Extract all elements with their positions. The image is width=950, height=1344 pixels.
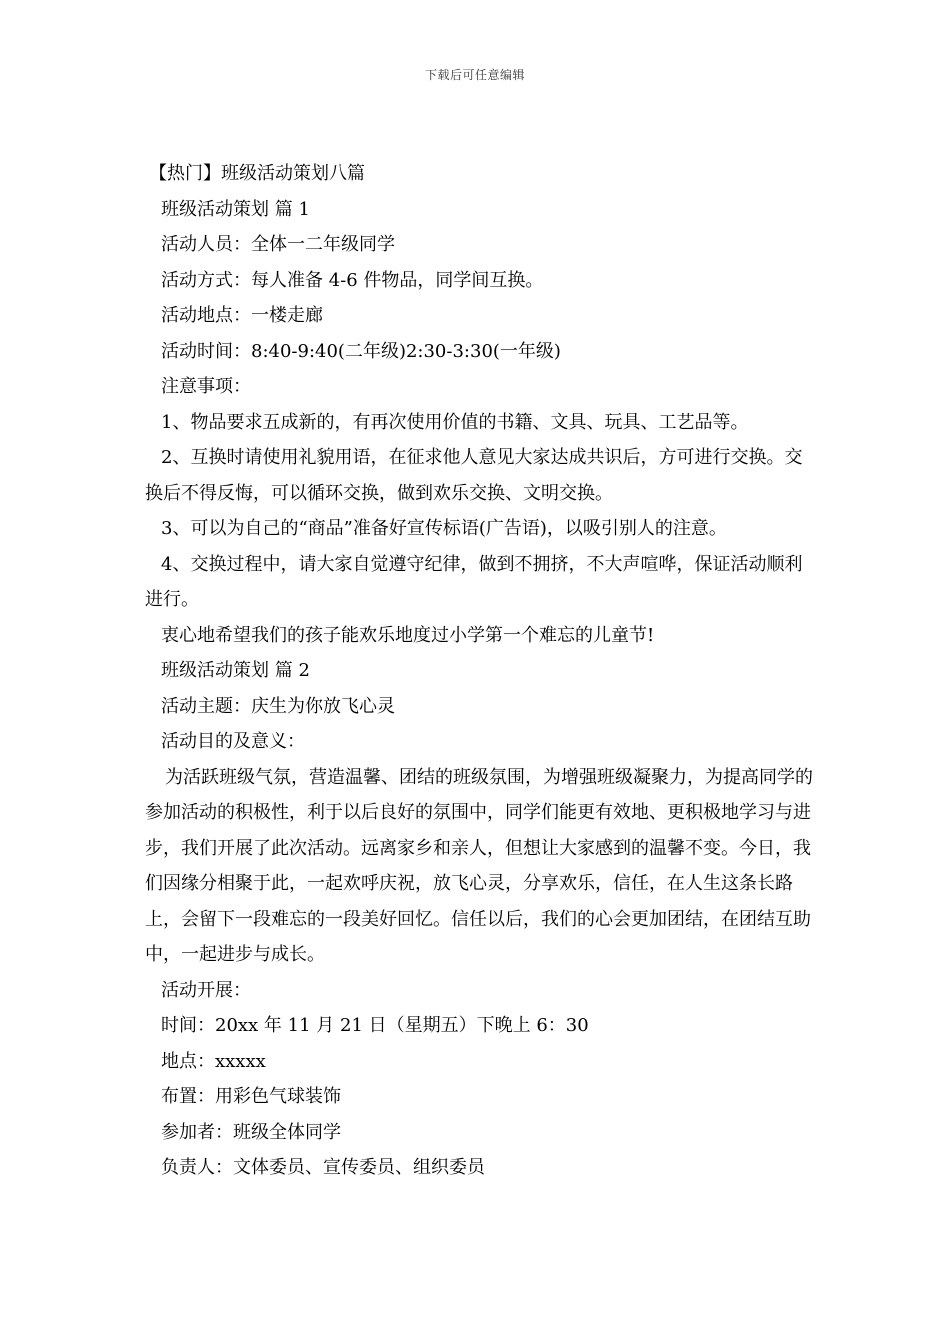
section2-theme: 活动主题：庆生为你放飞心灵 [161,695,395,717]
section1-note-2: 2、互换时请使用礼貌用语，在征求他人意见大家达成共识后，方可进行交换。交换后不得反悔，可以循环交换，做到欢乐交换、文明交换。 [145,447,803,504]
section1-note-4: 4、交换过程中，请大家自觉遵守纪律，做到不拥挤，不大声喧哗，保证活动顺利进行。 [145,553,803,610]
section1-location: 活动地点：一楼走廊 [161,305,323,326]
section1-participants: 活动人员：全体一二年级同学 [161,234,395,255]
section2-attendees: 参加者：班级全体同学 [161,1121,341,1143]
section2-purpose-heading: 活动目的及意义： [161,731,305,752]
section2-purpose-body: 为活跃班级气氛，营造温馨、团结的班级氛围，为增强班级凝聚力，为提高同学的参加活动的积极性，利于以后良好的氛围中，同学们能更有效地、更积极地学习与进步，我们开展了此次活动。远离家乡和亲人，但想让大家感到的温馨不变。今日，我们因缘分相聚于此，一起欢呼庆祝，放飞心灵，分享欢乐，信任，在人生这条长路上，会留下一段难忘的一段美好回忆。信任以后，我们的心会更加团结，在团结互助中，一起进步与成长。 [145,766,813,965]
page-header: 下载后可任意编辑 [424,68,525,82]
section2-development-heading: 活动开展： [161,979,251,1001]
section2-heading: 班级活动策划 篇 2 [161,660,310,681]
section2-responsible: 负责人：文体委员、宣传委员、组织委员 [161,1157,485,1178]
section1-notes-heading: 注意事项： [161,376,251,397]
section1-method: 活动方式：每人准备 4-6 件物品，同学间互换。 [161,269,544,291]
section2-time: 时间：20xx 年 11 月 21 日（星期五）下晚上 6：30 [161,1015,589,1036]
section1-note-1: 1、物品要求五成新的，有再次使用价值的书籍、文具、玩具、工艺品等。 [161,411,749,433]
section1-closing: 衷心地希望我们的孩子能欢乐地度过小学第一个难忘的儿童节! [161,624,655,646]
section2-place: 地点：xxxxx [161,1050,266,1072]
section2-decoration: 布置：用彩色气球装饰 [161,1086,341,1107]
section1-note-3: 3、可以为自己的“商品”准备好宣传标语(广告语)，以吸引别人的注意。 [161,518,727,539]
document-body [145,156,825,1186]
section1-time: 活动时间：8:40-9:40(二年级)2:30-3:30(一年级) [161,340,561,362]
section1-heading: 班级活动策划 篇 1 [161,198,310,220]
document-title: 【热门】班级活动策划八篇 [149,163,365,184]
